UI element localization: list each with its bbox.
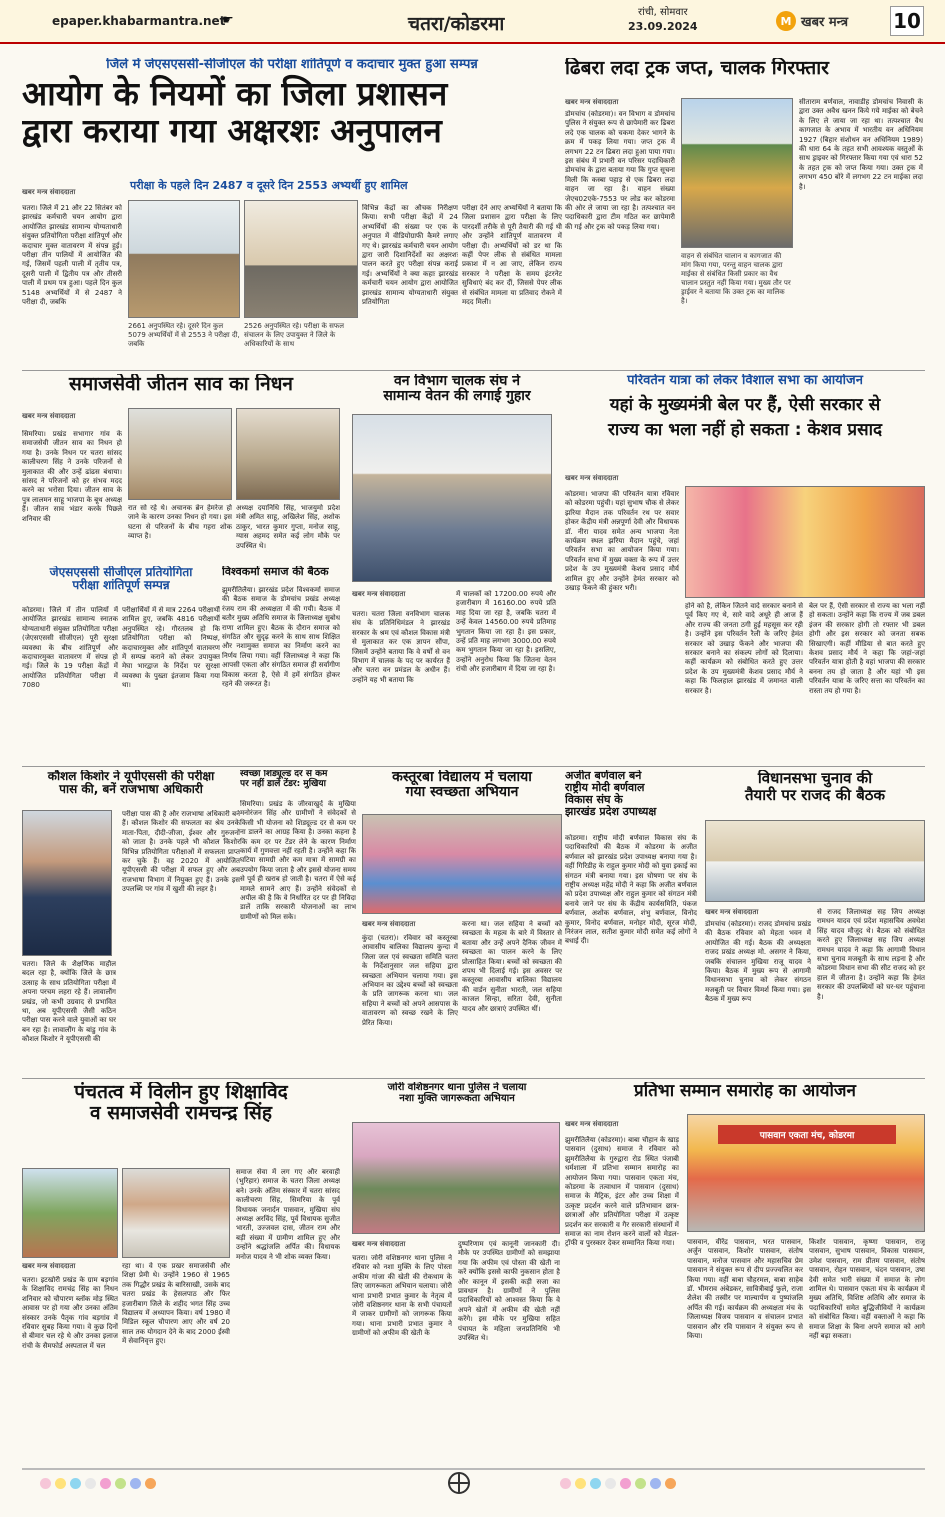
article-jeetan-sao: [22, 374, 340, 562]
brand-name: खबर मन्त्र: [801, 15, 849, 30]
divider: [22, 370, 925, 371]
byline: खबर मन्त्र संवाददाता: [565, 98, 619, 106]
headline-line-2: नशा मुक्ति जागरूकता अभियान: [399, 1093, 515, 1104]
article-body: कोडरमा। जिले में तीन पालियों में आयोजित झारखंड सामान्य स्नातक योग्यताधारी संयुक्त प्रतियोगिता परीक्षा (जेएसएससी सीजीएल) पूरी सुरक्षा व्यवस्था के बीच शांतिपूर्ण और कदाचारमुक्त वातावरण में संपन्न हो गई। जिले के 19 परीक्षा केंद्रों में आयोजित प्रतियोगिता परीक्षा में 7080: [22, 606, 118, 690]
article-body: सिमरिया। प्रखंड के जीरवाखुर्द के मुखिया मनोरंजन सिंह और ग्रामीणों ने संवेदकों से किसी भी योजना को शिड्यूल्ड दर से कम पर ना डालने का आग्रह किया है। उनका कहना है कि कम दर पर टेंडर लेने के कारण निर्माण कार्य में गुणवत्ता नहीं रहती है। उन्होंने कहा कि घटिया सामग्री और कम मात्रा में सामग्री का उपयोग किया जाता है और इससे योजना समय से पूर्व ही खराब हो जाती है। चतरा में ऐसे कई मामले सामने आए हैं। उन्होंने संवेदकों से अपील की है कि वे निर्धारित दर पर ही निविदा डालें ताकि सरकारी योजनाओं का लाभ ग्रामीणों को मिल सके।: [240, 800, 356, 921]
headline-line-1: विधानसभा चुनाव की: [757, 770, 873, 787]
article-kaushal-kishore: [22, 770, 240, 1074]
byline: खबर मन्त्र संवाददाता: [22, 188, 76, 196]
color-registration-dot: [55, 1478, 66, 1489]
family-gathering-photo: [236, 408, 340, 500]
article-kicker: जिले में जेएसएससी-सीजीएल की परीक्षा शांतिपूर्ण व कदाचार मुक्त हुआ सम्पन्न: [106, 58, 478, 72]
headline-line-2: तैयारी पर राजद की बैठक: [744, 785, 886, 804]
headline-line-1: जोरी वशिष्ठनगर थाना पुलिस ने चलाया: [387, 1082, 527, 1093]
article-body: सिमरिया। प्रखंड सभागार गांव के समाजसेवी जीतन साव का निधन हो गया है। उनके निधन पर चतरा सांसद कालीचरण सिंह ने उनके परिजनों से मुलाकात की और उन्हें ढांढस बंधाया। सांसद ने परिजनों को हर संभव मदद करने का भरोसा दिया। जीतन साव के पुत्र लालमन साहू भाजपा के बूथ अध्यक्ष हैं। जीतन साव भंडार करके पिछले शनिवार की: [22, 430, 122, 523]
footer-rule: [22, 1468, 925, 1470]
headline-line-1: आयोग के नियमों का जिला प्रशासन: [22, 74, 448, 114]
article-vishwakarma-meeting: [222, 566, 342, 762]
rjd-meeting-photo: [705, 820, 925, 902]
article-subtitle: परीक्षा के पहले दिन 2487 व दूसरे दिन 2553 अभ्यर्थी हुए शामिल: [130, 179, 408, 192]
article-body: चतरा। जिले के शैक्षणिक माहौल बदल रहा है, क्योंकि जिले के छात्र उत्साह के साथ प्रतियोगिता परीक्षा में अपना परचम लहरा रहे हैं। लावालौंग प्रखंड, जो कभी उग्रवाद से प्रभावित था, अब यूपीएससी जैसी कठिन परीक्षा पास करने वाले युवाओं का घर बन रहा है। लावालौंग के बांडु गांव के कौशल किशोर ने यूपीएससी की: [22, 960, 116, 1044]
officials-inspection-photo: [244, 200, 358, 318]
registration-crosshair-icon: [448, 1472, 470, 1494]
headline-line-1: कस्तूरबा विद्यालय में चलाया: [392, 770, 532, 785]
article-kasturba-cleanliness: [362, 770, 562, 1074]
site-url[interactable]: epaper.khabarmantra.net: [52, 14, 226, 28]
article-rjd-meeting: [705, 770, 925, 1074]
color-registration-dot: [560, 1478, 571, 1489]
headline-line-4: झारखंड प्रदेश उपाध्यक्ष: [565, 805, 657, 819]
headline-line-1: स्वेच्छा शिड्यूल्ड दर से कम: [240, 770, 328, 779]
funeral-procession-photo: [22, 1168, 118, 1258]
kaushal-kishore-portrait: [22, 810, 112, 956]
seized-truck-photo: [681, 98, 793, 248]
article-drug-awareness: [352, 1082, 562, 1466]
article-body: चतरा। जोरी वशिष्ठनगर थाना पुलिस ने रविवार को नशा मुक्ति के लिए पोस्ता अफीम गांजा की खेती की रोकथाम के लिए जागरूकता अभियान चलाया। जोरी थाना प्रभारी प्रभात कुमार के नेतृत्व में जोरी वशिष्ठनगर थाना के सभी पंचायतों में जाकर ग्रामीणों को जागरूक किया गया। थाना प्रभारी प्रभात कुमार ने ग्रामीणों को अफीम की खेती के: [352, 1254, 452, 1338]
color-registration-dot: [590, 1478, 601, 1489]
article-body: कोडरमा। राष्ट्रीय मोदी बर्णवाल विकास संघ के पदाधिकारियों की बैठक में कोडरमा के अजीत बर्णवाल को झारखंड प्रदेश उपाध्यक्ष बनाया गया है। वहीं गिरिडीह के राहुल कुमार मोदी को युवा इकाई का संगठन मंत्री बनाया गया। इस घोषणा पर संघ के राष्ट्रीय अध्यक्ष महेंद्र मोदी ने कहा कि अजीत बर्णवाल को प्रदेश उपाध्यक्ष और राहुल कुमार को संगठन मंत्री बनाये जाने पर संघ के केंद्रीय कार्यसमिति, पंकज बर्णवाल, अशोक बर्णवाल, शंभु बर्णवाल, विनोद कुमार, विनोद बर्णवाल, मनोहर मोदी, सूरज मोदी, निरंजन लाल, सतीश कुमार मोदी समेत कई लोगों ने बधाई दी।: [565, 834, 697, 946]
color-registration-dot: [575, 1478, 586, 1489]
color-registration-dot: [665, 1478, 676, 1489]
byline: खबर मन्त्र संवाददाता: [705, 908, 759, 916]
headline-line-2: राज्य का भला नहीं हो सकता : केशव प्रसाद: [607, 419, 883, 440]
article-body: डोमचांच (कोडरमा)। वन विभाग व डोमचांच पुलिस ने संयुक्त रूप से छापेमारी कर ढिबरा लदे एक चालक को चकमा देकर भागने के क्रम में पकड़ लिया गया। जप्त ट्रक में लगभग 22 टन ढिबरा लदा हुआ पाया गया। इस संबंध में प्रभारी वन परिसर पदाधिकारी डोमचांच के द्वारा बताया गया कि गुप्त सूचना मिली कि कस्बा पहाड़ से एक ढिबरा लदा वाहन जा रहा है। वाहन संख्या जेएच02एके-7553 पर लोड कर कोडरमा की ओर ले जाया जा रहा है। तत्पश्चात वन पदाधिकारी द्वारा टीम गठित कर छापेमारी की गई और ट्रक को पकड़ लिया गया।: [565, 110, 675, 231]
headline-line-2: पर नहीं डालें टेंडर: मुखिया: [240, 778, 326, 789]
city-day: रांची, सोमवार: [638, 7, 688, 18]
color-registration-dot: [145, 1478, 156, 1489]
byline: खबर मन्त्र संवाददाता: [352, 590, 406, 598]
photo-caption: 2526 अनुपस्थित रहे। परीक्षा के सफल संचालन के लिए उपायुक्त ने जिले के अधिकारियों के साथ: [244, 322, 344, 348]
headline-line-1: कौशल किशोर ने यूपीएससी की परीक्षा: [47, 770, 215, 783]
memorandum-photo: [352, 414, 552, 582]
headline-line-1: यहां के मुख्यमंत्री बेल पर हैं, ऐसी सरकार से: [609, 395, 881, 416]
headline-line-1: पंचतत्व में विलीन हुए शिक्षाविद: [74, 1082, 288, 1103]
headline-line-2: पास की, बनें राजभाषा अधिकारी: [59, 782, 203, 797]
article-cgl-exam-koderma: [22, 566, 220, 762]
brand-logo: [776, 8, 880, 34]
issue-date: [628, 6, 698, 34]
headline-line-2: राष्ट्रीय मोदी बर्णवाल: [565, 781, 645, 795]
article-headline: ढिबरा लदा ट्रक जप्त, चालक गिरफ्तार: [565, 58, 829, 79]
article-body: परीक्षार्थियों में से मात्र 2264 परीक्षार्थी शामिल हुए, जबकि 4816 परीक्षार्थी अनुपस्थित रहे। गौरतलब हो कि प्रतियोगिता परीक्षा को निष्पक्ष, कदाचारमुक्त और शांतिपूर्ण वातावरण में सम्पन्न कराने को लेकर उपायुक्त मेघा भारद्वाज के निर्देश पर सुरक्षा व्यवस्था के पुख्ता इंतजाम किया गया था।: [122, 606, 220, 690]
article-body: दुष्परिणाम एवं कानूनी जानकारी दी। मौके पर उपस्थित ग्रामीणों को समझाया गया कि अफीम एवं पोस्ता की खेती ना करें क्योंकि इससे काफी नुकसान होता है और कानून में इसकी कड़ी सजा का प्रावधान है। ग्रामीणों ने पुलिस पदाधिकारियों को आश्वस्त किया कि वे अपने खेतों में अफीम की खेती नहीं करेंगे। इस मौके पर मुखिया सहित पंचायत के महिला जनप्रतिनिधि भी उपस्थित थे।: [458, 1240, 560, 1343]
byline: खबर मन्त्र संवाददाता: [352, 1240, 406, 1248]
page-number: 10: [890, 6, 924, 36]
ramchandra-singh-portrait: [122, 1168, 230, 1258]
article-truck-seized: [565, 58, 925, 368]
article-kicker: परिवर्तन यात्रा को लेकर विशाल सभा का आयोजन: [627, 374, 863, 388]
byline: खबर मन्त्र संवाददाता: [362, 920, 416, 928]
condolence-visit-photo: [128, 408, 232, 500]
article-body: किशोर पासवान, कृष्णा पासवान, राजू पासवान, सुभाष पासवान, विकास पासवान, उमेश पासवान, राम प्रीतम पासवान, संतोष पासवान, रोहन पासवान, चंदन पासवान, उषा देवी समेत भारी संख्या में समाज के लोग शामिल थे। पासवान एकता मंच के कार्यक्रम में मुख्य अतिथि, विशिष्ट अतिथि और समाज के पदाधिकारियों समेत बुद्धिजीवियों ने कार्यक्रम को संबोधित किया। वहीं वक्ताओं ने कहा कि समाज शिक्षा के बिना अपने समाज को आगे नहीं बढ़ा सकता।: [809, 1238, 925, 1341]
article-body: अध्यक्ष दयानिधि सिंह, भाजयुमो प्रदेश मंत्री अमित साहू, अखिलेश सिंह, अशोक ठाकुर, भारत कुमार गुप्ता, मनोज साहू, ग्यास अहमद समेत कई लोग मौके पर उपस्थित थे।: [236, 504, 340, 550]
article-tender-appeal: [240, 770, 358, 1074]
divider: [22, 766, 925, 767]
article-ramchandra-singh: [22, 1082, 340, 1466]
article-body: करना था। जल सहिया ने बच्चों को स्वच्छता के महत्व के बारे में विस्तार से बताया और उन्हें अपने दैनिक जीवन में स्वच्छता का पालन करने के लिए प्रोत्साहित किया। बच्चों को स्वच्छता की शपथ भी दिलाई गई। इस अवसर पर कस्तूरबा आवासीय बालिका विद्यालय की वार्डन सुनीता भारती, जल सहिया काजल सिन्हा, सरिता देवी, सुनीता यादव और छात्राएं उपस्थित थीं।: [462, 920, 562, 1013]
photo-caption: वाहन से संबंधित चालान व कागजात की मांग किया गया, परन्तु वाहन चालक द्वारा माईका से संबंधित किसी प्रकार का वैध चालान प्रस्तुत नहीं किया गया। मुख्य तौर पर ड्राईवर ने बताया कि उक्त ट्रक का मालिक है।: [681, 252, 791, 305]
headline-line-2: सामान्य वेतन की लगाई गुहार: [383, 388, 531, 405]
byline: खबर मन्त्र संवाददाता: [22, 412, 76, 420]
brand-mark-icon: M: [776, 11, 796, 31]
article-body: समाज सेवा में लग गए और बरवाही (भुरिहार) समाज के चतरा जिला अध्यक्ष बने। उनके अंतिम संस्कार में चतरा सांसद कालीचरण सिंह, सिमरिया के पूर्व विधायक जनार्दन पासवान, मुखिया संघ अध्यक्ष अरविंद सिंह, पूर्व विधायक सुजीत भारती, उज्जवल दास, जीतन राम और बड़ी संख्या में ग्रामीण शामिल हुए और उन्होंने श्रद्धांजलि अर्पित की। विधायक मनोज यादव ने भी शोक व्यक्त किया।: [236, 1168, 340, 1261]
color-registration-dot: [605, 1478, 616, 1489]
exam-hall-photo: [128, 200, 240, 318]
article-body: परीक्षा पास की है और राजभाषा अधिकारी बने हैं। कौशल किशोर की सफलता का श्रेय उनके माता-पिता, दीदी-जीजा, ईश्वर और गुरुजनों को जाता है। उनके पहले भी कौशल किशोर विभिन्न प्रतियोगिता परीक्षाओं में सफलता प्राप्त कर चुके हैं। वह 2020 में आयोजित यूपीएससी की परीक्षा में सफल हुए और अब राजभाषा विभाग में नियुक्त हुए हैं। उनके इस उपलब्धि पर गांव में खुशी की लहर है।: [122, 810, 240, 894]
headline-line-3: विकास संघ के: [565, 793, 623, 807]
article-body: से राजद जिलाध्यक्ष सह जिप अध्यक्ष रामधन यादव एवं प्रदेश महासचिव अवधेश सिंह यादव मौजूद थे। बैठक को संबोधित करते हुए जिलाध्यक्ष सह जिप अध्यक्ष रामधन यादव ने कहा कि आगामी विधान सभा चुनाव मजबूती के साथ लड़ना है और कोडरमा विधान सभा की सीट राजद को हर हाल में जीतना है। उन्होंने कहा कि हेमंत सरकार की उपलब्धियों को घर-घर पहुंचाना है।: [817, 908, 925, 1001]
color-registration-dot: [115, 1478, 126, 1489]
headline-line-2: व समाजसेवी रामचन्द्र सिंह: [90, 1101, 272, 1124]
headline-line-1: अजीत बर्णवाल बने: [565, 770, 642, 782]
article-body: चतरा। जिले में 21 और 22 सितंबर को झारखंड कर्मचारी चयन आयोग द्वारा आयोजित झारखंड सामान्य योग्यताधारी संयुक्त प्रतियोगिता परीक्षा शांतिपूर्ण और कदाचार मुक्त वातावरण में संपन्न हुई। परीक्षा तीन पालियों में आयोजित की गई, जिसमें पहली पाली में तृतीय पत्र, दूसरी पाली में द्वितीय पत्र और तीसरी पाली में प्रथम पत्र हुआ। पहले दिन कुल 5148 अभ्यर्थियों में से 2487 ने परीक्षा दी, जबकि: [22, 204, 122, 307]
color-registration-dot: [650, 1478, 661, 1489]
article-headline: विश्वकर्मा समाज की बैठक: [222, 566, 329, 578]
article-body: झुमरीतिलैया (कोडरमा)। बाबा चौहान के खाड़ पासवान (दुसाध) समाज ने रविवार को झुमरीतिलैया के गुरुद्वारा रोड स्थित पंजाबी धर्मशाला में प्रतिभा सम्मान समारोह का आयोजन किया गया। पासवान एकता मंच, कोडरमा के तत्वाधान में पासवान (दुसाध) समाज के मैट्रिक, इंटर और उच्च शिक्षा में उत्कृष्ट प्रदर्शन करने वाले प्रतिभावान छात्र-छात्राओं और प्रतियोगिता परीक्षा में उत्कृष्ट प्रदर्शन कर सरकारी व गैर सरकारी संस्थानों में समाज का नाम रोशन करने वालों को मेडल-ट्रॉफी व पुरस्कार देकर सम्मानित किया गया।: [565, 1136, 679, 1248]
article-parivartan-yatra: [565, 374, 925, 764]
byline: खबर मन्त्र संवाददाता: [22, 1262, 76, 1270]
headline-line-1: वन विभाग चालक संघ ने: [393, 374, 521, 389]
article-body: सीताराम बर्णवाल, नावाडीह डोमचांच निवासी के द्वारा उक्त अवैध खनन किये गये माईका को बेचने के लिए ले जाया जा रहा था। तत्पश्चात वैध कागजात के अभाव में भारतीय वन अधिनियम 1927 (बिहार संशोधन वन अधिनियम 1989) की धारा 64 के तहत सभी आवश्यक वस्तुओं के साथ ड्राइवर को गिरफ्तार किया गया एवं धारा 52 के तहत ट्रक को जप्त किया गया। उक्त ट्रक में लगभग 450 बोरे में लगभग 22 टन माईका लदा है।: [799, 98, 923, 191]
article-body: होने को है, लेकिन जितने वादे सरकार बनाने से पूर्व किए गए थे, सारे वादे अधूरे ही आज हैं और राज्य की जनता ठगी हुई महसूस कर रही है। उन्होंने इस परिवर्तन रैली के जरिए हेमंत सरकार को उखाड़ फेंकने और भाजपा की सरकार बनाने का संकल्प लोगों को दिलाया। कहीं कार्यक्रम को संबोधित करते हुए उत्तर प्रदेश के उप मुख्यमंत्री केशव प्रसाद मौर्य ने कहा कि फिलहाल झारखंड में जमानत वाली सरकार है।: [685, 602, 803, 695]
article-body: विभिन्न केंद्रों का औचक निरीक्षण किया। सभी परीक्षा केंद्रों में 24 अभ्यर्थियों की संख्या पर एक के अनुपात में वीडियोग्राफी कैमरे लगाए गए थे। झारखंड कर्मचारी चयन आयोग द्वारा जारी दिशानिर्देशों का अक्षरशः पालन करते हुए परीक्षा संपन्न कराई गई। अभ्यर्थियों ने क्या कहाः झारखंड कर्मचारी चयन आयोग द्वारा आयोजित झारखंड सामान्य योग्यताधारी संयुक्त प्रतियोगिता: [362, 204, 458, 307]
stage-banner: पासवान एकता मंच, कोडरमा: [718, 1125, 896, 1144]
pointer-icon: ☛: [222, 13, 234, 28]
color-registration-dot: [635, 1478, 646, 1489]
color-registration-dot: [40, 1478, 51, 1489]
headline-line-2: गया स्वच्छता अभियान: [405, 784, 519, 801]
date-text: 23.09.2024: [628, 20, 698, 33]
byline: खबर मन्त्र संवाददाता: [565, 1120, 619, 1128]
article-ajit-barnwal: [565, 770, 699, 1074]
article-body: बेल पर हैं, ऐसी सरकार से राज्य का भला नहीं हो सकता। उन्होंने कहा कि राज्य में जब डबल इंजन की सरकार होगी तो रफ्तार भी डबल होगी और इस सरकार को जनता सबक सिखाएगी। कहीं मीडिया से बात करते हुए केशव प्रसाद मौर्य ने कहा कि जहां-जहां परिवर्तन यात्रा होती है वहां भाजपा की सरकार बनना तय हो जाता है और यहां भी इस परिवर्तन यात्रा के जरिए सत्ता का परिवर्तन का रास्ता तय हो गया है।: [809, 602, 925, 695]
article-body: रात सो रहे थे। अचानक ब्रेन हेमरेज हो जाने के कारण उनका निधन हो गया। इस घटना से परिजनों के बीच गहरा शोक व्याप्त है।: [128, 504, 232, 541]
color-registration-dot: [130, 1478, 141, 1489]
divider: [22, 1078, 925, 1079]
color-registration-dot: [70, 1478, 81, 1489]
article-jssc-exam: [22, 58, 562, 368]
color-registration-dot: [85, 1478, 96, 1489]
color-registration-dot: [620, 1478, 631, 1489]
article-body: चतरा। इटखोरी प्रखंड के ग्राम बड़गांव के शिक्षाविद रामचंद्र सिंह का निधन शनिवार को चौपारण ब्लॉक मोड़ स्थित आवास पर हो गया और उनका अंतिम संस्कार उनके पैतृक गांव बड़गांव में रविवार सुबह किया गया। वे कुछ दिनों से बीमार चल रहे थे और उनका इलाज रांची के सैमफोर्ड अस्पताल में चल: [22, 1276, 118, 1350]
color-registration-dot: [100, 1478, 111, 1489]
article-body: कुंदा (चतरा)। रविवार को कस्तूरबा आवासीय बालिका विद्यालय कुन्दा में जिला जल एवं स्वच्छता समिति चतरा के निर्देशानुसार जल सहिया द्वारा स्वच्छता अभियान चलाया गया। इस अभियान का उद्देश्य बच्चों को स्वच्छता के प्रति जागरूक करना था। जल सहिया ने बच्चों को अपने आसपास के वातावरण को स्वच्छ रखने के लिए प्रेरित किया।: [362, 934, 458, 1027]
article-body: में चालकों को 17200.00 रुपये और हजारीबाग में 16160.00 रुपये प्रति माह दिया जा रहा है, जबकि चतरा में उन्हें केवल 14560.00 रुपये प्रतिमाह भुगतान किया जा रहा है। इस प्रकार, उन्हें प्रति माह लगभग 3000.00 रुपये कम भुगतान किया जा रहा है। इसलिए, उन्होंने अनुरोध किया कि जितना वेतन रांची और हजारीबाग में दिया जा रहा है।: [456, 590, 556, 674]
registration-dots-right: [560, 1478, 676, 1489]
section-name: चतरा/कोडरमा: [408, 13, 505, 35]
article-body: परीक्षा देने आए अभ्यर्थियों ने बताया कि जिला प्रशासन द्वारा परीक्षा के लिए पारदर्शी तरीके से पूरी तैयारी की गई थी और उन्होंने शांतिपूर्ण वातावरण में परीक्षा दी। अभ्यर्थियों को डर था कि कहीं पेपर लीक से संबंधित मामला प्रकाश में न आ जाए, लेकिन राज्य सरकार ने परीक्षा के समय इंटरनेट सुविधाएं बंद कर दीं, जिससे पेपर लीक से संबंधित मामला या प्रतिवाद रोकने में मदद मिली।: [462, 204, 562, 307]
registration-dots-left: [40, 1478, 156, 1489]
article-driver-union: [352, 374, 562, 764]
headline-line-2: परीक्षा शांतिपूर्ण सम्पन्न: [72, 578, 170, 593]
students-group-photo: [362, 814, 562, 914]
article-body: कोडरमा। भाजपा की परिवर्तन यात्रा रविवार को कोडरमा पहुंची। यहां सुभाष चौक से लेकर झरिया मैदान तक परिवर्तन रथ पर सवार होकर केंद्रीय मंत्री अन्नपूर्णा देवी और विधायक डॉ. नीरा यादव समेत अन्य भाजपा नेता कार्यक्रम स्थल झरिया मैदान पहुंचे, जहां परिवर्तन सभा का आयोजन किया गया। परिवर्तन सभा में मुख्य वक्ता के रूप में उत्तर प्रदेश के उप मुख्यमंत्री केशव प्रसाद मौर्य शामिल हुए और उन्होंने हेमंत सरकार को उखाड़ फेंकने की हुंकार भरी।: [565, 490, 679, 593]
article-talent-felicitation: [565, 1082, 925, 1466]
article-body: चतरा। चतरा जिला वनविभाग चालक संघ के प्रतिनिधिमंडल ने झारखंड सरकार के श्रम एवं कौशल विकास मंत्री से मुलाकात कर एक ज्ञापन सौंपा, जिसमें उन्होंने बताया कि वे वर्षों से वन विभाग में चालक के पद पर कार्यरत हैं और चतरा वन प्रमंडल के अधीन हैं। उन्होंने यह भी बताया कि: [352, 610, 450, 684]
awareness-campaign-photo: [352, 1122, 560, 1234]
article-body: डोमचांच (कोडरमा)। राजद डोमचांच प्रखंड की बैठक रविवार को मेहता भवन में आयोजित की गई। बैठक की अध्यक्षता राजद प्रखंड अध्यक्ष मो. असगर ने किया, जबकि संचालन मुखिया राजू यादव ने किया। बैठक में मुख्य रूप से आगामी विधानसभा चुनाव को लेकर संगठन मजबूती पर विचार विमर्श किया गया। इस बैठक में मुख्य रूप: [705, 920, 811, 1004]
headline-line-1: जेएसएससी सीजीएल प्रतियोगिता: [49, 566, 193, 579]
byline: खबर मन्त्र संवाददाता: [565, 474, 619, 482]
article-body: रहा था। वे एक प्रखर समाजसेवी और शिक्षा प्रेमी थे। उन्होंने 1960 से 1965 तक गिद्धौर प्रखंड के बारिसाखी, उसके बाद चतरा प्रखंड के हेसलपाठ और फिर हजारीबाग जिले के शहीद भगत सिंह उच्च विद्यालय में अध्यापन किया। वर्ष 1980 में मिडिल स्कूल चौपारण आए और वर्ष 20 साल तक योगदान देने के बाद 2000 ईस्वी में सेवानिवृत्त हुए।: [122, 1262, 230, 1346]
felicitation-stage-photo: [687, 1114, 925, 1232]
rally-stage-photo: [685, 486, 925, 598]
article-headline: समाजसेवी जीतन साव का निधन: [69, 374, 293, 395]
article-body: पासवान, वीरेंद्र पासवान, भरत पासवान, अर्जुन पासवान, किशोर पासवान, संतोष पासवान, मनोज पासवान और महासचिव प्रेम पासवान ने संयुक्त रूप से दीप प्रज्ज्वलित कर किया गया। वहीं बाबा चौहरमल, बाबा साहेब डॉ. भीमराव अंबेडकर, सावित्रीबाई फुले, राजा शैलेश की तस्वीर पर माल्यार्पण व पुष्पांजलि अर्पित की गई। कार्यक्रम की अध्यक्षता मंच के जिलाध्यक्ष विजय पासवान व संचालन प्रभात पासवान और रवि पासवान ने संयुक्त रूप से किया।: [687, 1238, 803, 1341]
masthead-bar: [0, 0, 945, 44]
headline-line-2: द्वारा कराया गया अक्षरशः अनुपालन: [22, 110, 442, 150]
article-headline: प्रतिभा सम्मान समारोह का आयोजन: [634, 1082, 856, 1101]
photo-caption: 2661 अनुपस्थित रहे। दूसरे दिन कुल 5079 अभ्यर्थियों में से 2553 ने परीक्षा दी, जबकि: [128, 322, 240, 348]
article-body: झुमरीतिलैया। झारखंड प्रदेश विश्वकर्मा समाज की बैठक समाज के डोमचांच प्रखंड अध्यक्ष रंजय राम की अध्यक्षता में की गयी। बैठक में बतौर मुख्य अतिथि समाज के जिलाध्यक्ष सुबोध राणा शामिल हुए। बैठक के दौरान समाज को संगठित और सुदृढ़ करने के साथ साथ शिक्षित और नशामुक्त समाज का निर्माण करने का निर्णय लिया गया। वहीं जिलाध्यक्ष ने कहा कि आपसी एकता और संगठित समाज ही सर्वांगीण विकास करता है, ऐसे में हमें संगठित होकर रहने की जरूरत है।: [222, 586, 340, 689]
